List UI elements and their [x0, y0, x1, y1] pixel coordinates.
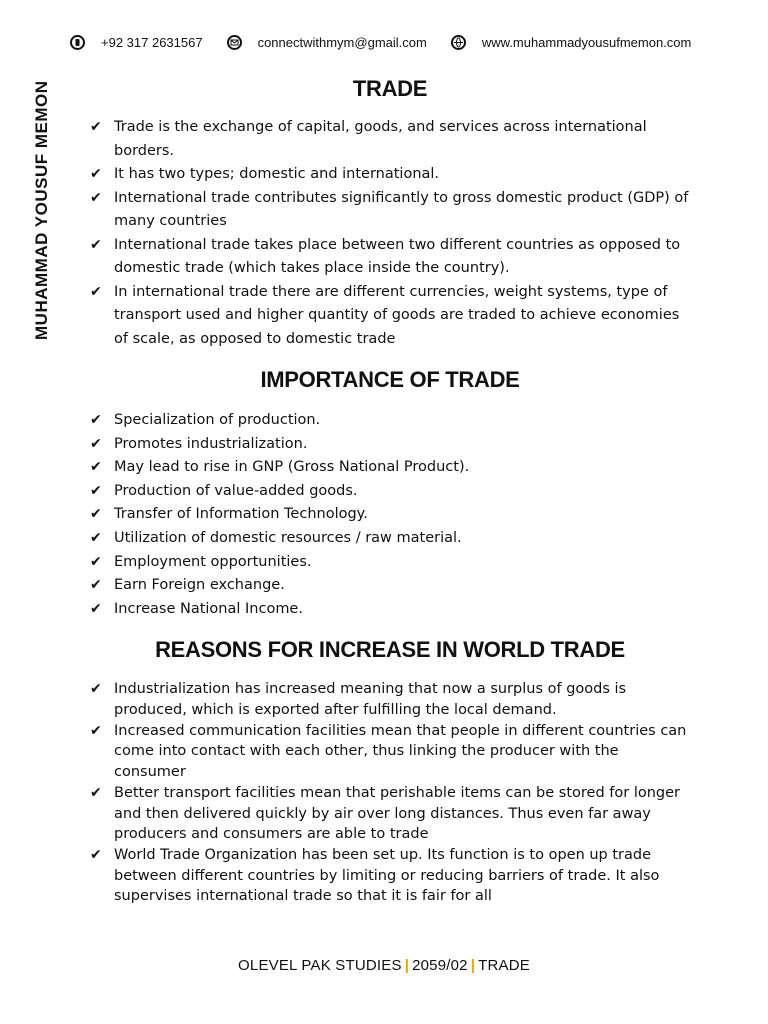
globe-icon — [451, 35, 466, 50]
list-item: ✔ Utilization of domestic resources / raw material. — [90, 527, 690, 551]
list-item: ✔ Better transport facilities mean that perishable items can be stored for longer and then delivered quickly by air over long distances. Thus even far away producers and consumers are able to trade — [90, 784, 681, 843]
list-item: ✔ Employment opportunities. — [90, 551, 690, 575]
phone-icon — [70, 35, 85, 50]
list-item: ✔ Increase National Income. — [90, 598, 690, 622]
section-title-trade: TRADE — [352, 76, 428, 101]
website-text[interactable]: www.muhammadyousufmemon.com — [481, 34, 692, 50]
list-item: ✔ World Trade Organization has been set up. Its function is to open up trade between different countries by limiting or reducing barriers of trade. It also supervises international trade so that it is fair for all — [90, 846, 660, 905]
list-item: ✔ It has two types; domestic and international. — [90, 163, 690, 187]
list-item: ✔ Earn Foreign exchange. — [90, 574, 690, 598]
check-icon: ✔ — [90, 459, 102, 476]
check-icon: ✔ — [90, 577, 102, 594]
check-icon: ✔ — [90, 846, 102, 863]
check-icon: ✔ — [90, 166, 102, 182]
email-text[interactable]: connectwithmym@gmail.com — [257, 34, 427, 50]
list-item: ✔ Promotes industrialization. — [90, 433, 690, 457]
trade-list — [90, 116, 690, 351]
list-item: ✔ Transfer of Information Technology. — [90, 503, 690, 527]
document-body — [90, 76, 690, 907]
footer-code: 2059/02 — [412, 957, 468, 974]
check-icon: ✔ — [90, 236, 102, 253]
list-item: ✔ Industrialization has increased meaning that now a surplus of goods is produced, which is exported after fulfilling the local demand. — [90, 681, 627, 719]
footer-separator: | — [470, 957, 476, 974]
list-item: ✔ International trade contributes significantly to gross domestic product (GDP) of many countries — [90, 187, 690, 234]
phone-text: +92 317 2631567 — [101, 34, 203, 50]
check-icon: ✔ — [90, 529, 102, 546]
footer-subject: OLEVEL PAK STUDIES — [238, 957, 402, 974]
check-icon: ✔ — [90, 722, 102, 739]
email-contact — [227, 35, 427, 50]
website-contact — [451, 35, 692, 50]
list-item: ✔ Trade is the exchange of capital, goods, and services across international borders. — [90, 116, 690, 163]
reasons-list — [90, 679, 690, 907]
check-icon: ✔ — [90, 189, 102, 206]
footer-topic: TRADE — [478, 957, 530, 974]
list-item: ✔ Specialization of production. — [90, 409, 690, 433]
check-icon: ✔ — [90, 506, 102, 523]
list-item: ✔ May lead to rise in GNP (Gross National Product). — [90, 456, 690, 480]
section-title-reasons: REASONS FOR INCREASE IN WORLD TRADE — [155, 637, 625, 663]
check-icon: ✔ — [90, 412, 102, 428]
contact-header — [70, 30, 738, 54]
mail-icon — [227, 35, 242, 50]
section-title-importance: IMPORTANCE OF TRADE — [260, 367, 520, 392]
list-item: ✔ Increased communication facilities mean that people in different countries can come into contact with each other, thus linking the producer with the consumer — [90, 722, 687, 781]
author-side-label: MUHAMMAD YOUSUF MEMON — [32, 80, 51, 340]
check-icon: ✔ — [90, 553, 102, 570]
check-icon: ✔ — [90, 681, 102, 698]
list-item: ✔ Production of value-added goods. — [90, 480, 690, 504]
importance-list — [90, 409, 690, 621]
check-icon: ✔ — [90, 435, 102, 452]
check-icon: ✔ — [90, 784, 102, 801]
check-icon: ✔ — [90, 600, 102, 617]
list-item: ✔ International trade takes place between two different countries as opposed to domestic trade (which takes place inside the country). — [90, 234, 690, 281]
phone-contact — [70, 35, 203, 50]
page-footer — [0, 957, 768, 974]
list-item: ✔ In international trade there are different currencies, weight systems, type of transport used and higher quantity of goods are traded to achieve economies of scale, as opposed to domestic trade — [90, 281, 690, 352]
check-icon: ✔ — [90, 119, 102, 135]
check-icon: ✔ — [90, 482, 102, 499]
check-icon: ✔ — [90, 283, 102, 300]
footer-separator: | — [404, 957, 410, 974]
